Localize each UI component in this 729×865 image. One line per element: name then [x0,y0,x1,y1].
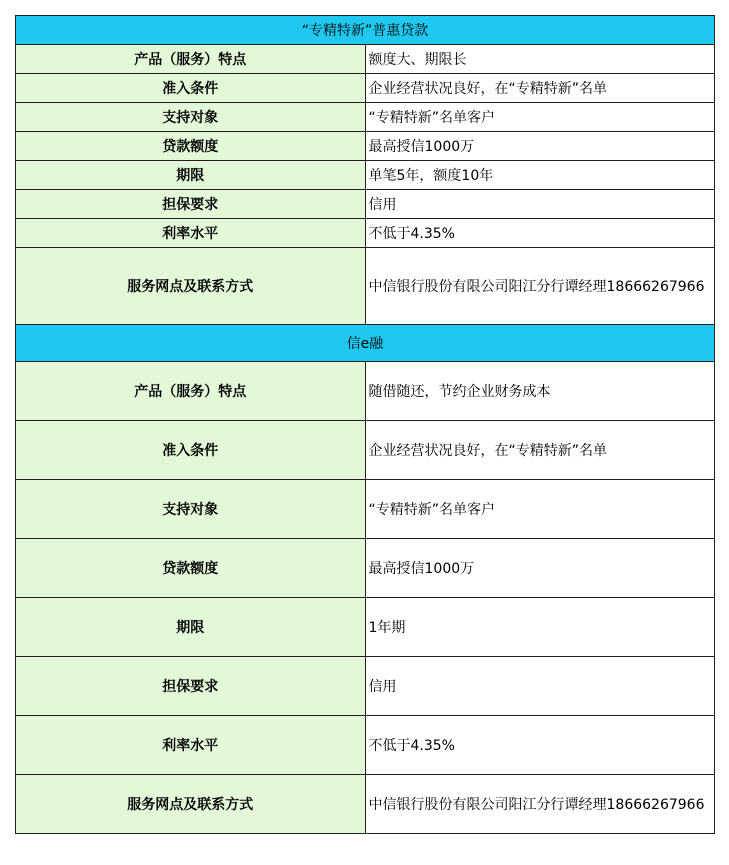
table-row [16,190,715,219]
row-value: 中信银行股份有限公司阳江分行谭经理18666267966 [365,248,715,325]
row-value: “专精特新”名单客户 [365,103,715,132]
section-title: 信e融 [16,325,715,362]
row-value: 中信银行股份有限公司阳江分行谭经理18666267966 [365,775,715,834]
section-title: “专精特新”普惠贷款 [16,16,715,45]
row-value: 不低于4.35% [365,219,715,248]
table-row [16,775,715,834]
table-row [16,248,715,325]
row-value: 单笔5年，额度10年 [365,161,715,190]
section-puhui-loan [16,16,715,325]
row-value: 企业经营状况良好，在“专精特新”名单 [365,421,715,480]
row-value: 信用 [365,657,715,716]
row-label: 服务网点及联系方式 [16,775,366,834]
row-label: 贷款额度 [16,539,366,598]
loan-products-sheet [15,15,715,834]
row-label: 产品（服务）特点 [16,45,366,74]
row-value: “专精特新”名单客户 [365,480,715,539]
table-row [16,103,715,132]
row-label: 期限 [16,161,366,190]
table-row [16,132,715,161]
table-row [16,480,715,539]
table-row [16,598,715,657]
row-label: 担保要求 [16,657,366,716]
row-value: 随借随还，节约企业财务成本 [365,362,715,421]
table-row [16,219,715,248]
row-label: 支持对象 [16,480,366,539]
section-xin-e-rong [16,325,715,834]
row-label: 准入条件 [16,74,366,103]
row-label: 担保要求 [16,190,366,219]
table-row [16,362,715,421]
row-value: 额度大、期限长 [365,45,715,74]
loan-products-table [15,15,715,834]
row-label: 贷款额度 [16,132,366,161]
table-row [16,657,715,716]
row-label: 准入条件 [16,421,366,480]
row-label: 利率水平 [16,716,366,775]
row-value: 最高授信1000万 [365,539,715,598]
row-value: 信用 [365,190,715,219]
row-label: 利率水平 [16,219,366,248]
row-value: 不低于4.35% [365,716,715,775]
table-row [16,716,715,775]
table-row [16,539,715,598]
row-value: 企业经营状况良好，在“专精特新”名单 [365,74,715,103]
row-label: 服务网点及联系方式 [16,248,366,325]
table-row [16,74,715,103]
table-row [16,421,715,480]
row-label: 支持对象 [16,103,366,132]
row-value: 最高授信1000万 [365,132,715,161]
row-label: 期限 [16,598,366,657]
row-label: 产品（服务）特点 [16,362,366,421]
row-value: 1年期 [365,598,715,657]
table-row [16,161,715,190]
table-row [16,45,715,74]
